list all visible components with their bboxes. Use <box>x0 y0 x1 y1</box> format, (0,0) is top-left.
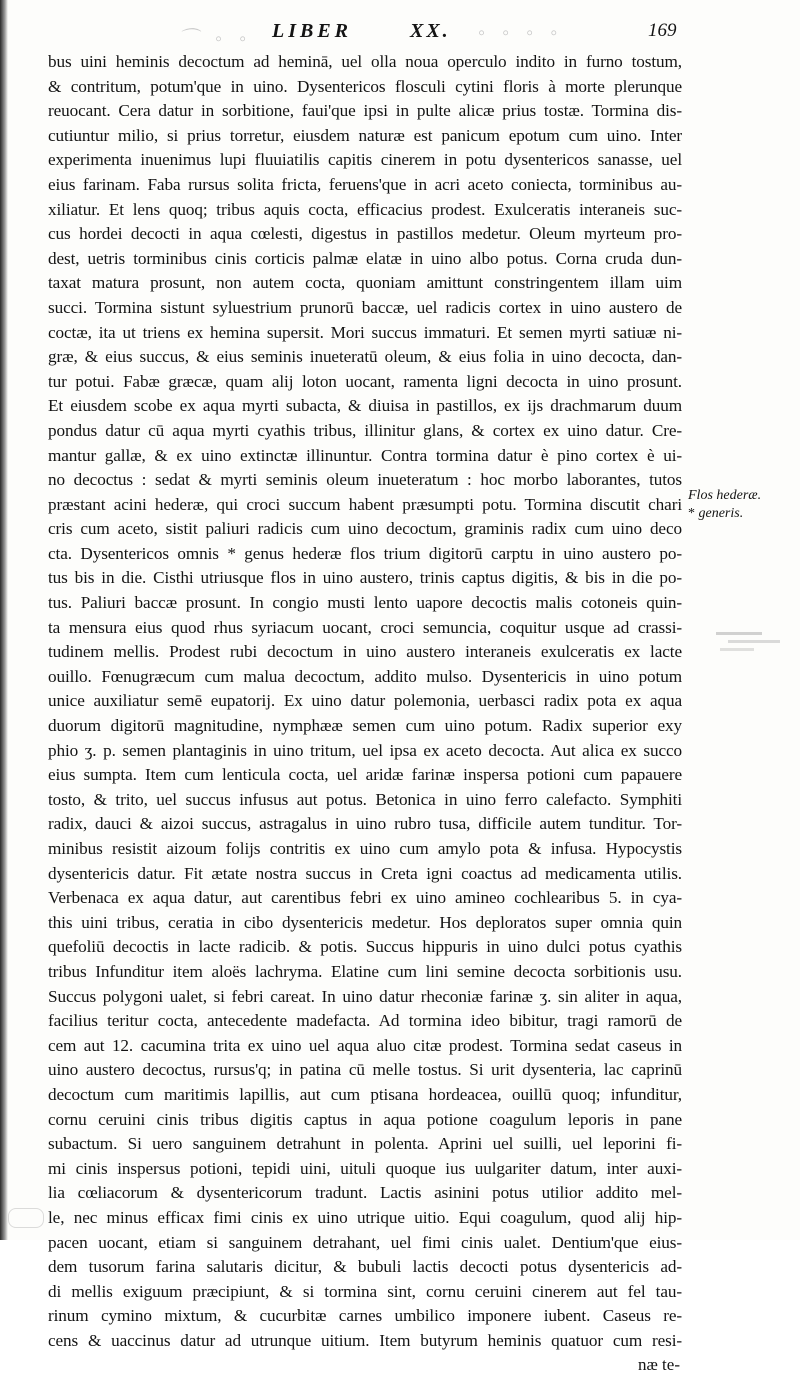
marginal-note-text: generis. <box>698 506 744 521</box>
text-line: succi. Tormina sistunt syluestrium prunorū baccæ, uel radicis cortex in uino austero de <box>48 297 682 317</box>
text-line: tribus Infunditur item aloës lachryma. Elatine cum lini semine decocta sorbitionis usu. <box>48 961 682 981</box>
text-line: reuocant. Cera datur in sorbitione, faui'que ipsi in pulte alicæ prius tostæ. Tormina dis- <box>48 101 682 121</box>
text-line: coctæ, ita ut triens ex hemina supersit. Mori succus immaturi. Et semen myrti satiuæ ni- <box>48 322 682 342</box>
text-line: duorum digitorū magnitudine, nymphææ semen cum uino potum. Radix superior exy <box>48 716 682 736</box>
text-line: eius sumpta. Item cum lenticula cocta, uel aridæ farinæ inspersa potioni cum papauere <box>48 765 682 785</box>
marginal-notes <box>688 487 796 523</box>
asterisk-mark: * <box>688 506 695 521</box>
text-line: ta mensura eius quod rhus syriacum uocant, croci semuncia, coquitur usque ad crassi- <box>48 617 682 637</box>
text-line: cens & uaccinus datur ad utrunque uitium. Item butyrum heminis quatuor cum resi- <box>48 1330 682 1350</box>
text-line: præstant acini hederæ, qui croci succum habent præsumpti potu. Tormina discutit chari <box>48 494 682 514</box>
text-line: no decoctus : sedat & myrti seminis oleum inueteratum : hoc morbo laborantes, tutos <box>48 470 682 490</box>
text-line: subactum. Si uero sanguinem detrahunt in polenta. Aprini uel suilli, uel leporini fi- <box>48 1134 682 1154</box>
library-stamp-mark <box>8 1208 44 1228</box>
text-line: pacen uocant, etiam si sanguinem detrahant, uel fimi cinis ualet. Dentium'que eius- <box>48 1232 682 1252</box>
text-line: cutiuntur milio, si prius torretur, eiusdem naturæ est panicum epotum cum uino. Inter <box>48 125 682 145</box>
text-line: uino austero decoctus, rursus'q; in patina cū melle tostus. Si urit dysenteria, lac caprinū <box>48 1060 682 1080</box>
text-line: xiliatur. Et lens quoq; tribus aquis cocta, efficacius prodest. Exulceratis interaneis suc- <box>48 199 682 219</box>
text-line: eius farinam. Faba rursus solita fricta, feruens'que in acri aceto coniecta, torminibus au- <box>48 174 682 194</box>
text-line: facilius teritur cocta, antecedente madefacta. Ad tormina ideo bibitur, tragi ramorū de <box>48 1011 682 1031</box>
text-line: mi cinis inspersus potioni, tepidi uini, uituli quoque ius uulgariter datum, inter auxi- <box>48 1158 682 1178</box>
bleed-through-text: ⌒ ◦ ◦ <box>178 28 253 50</box>
text-line: phio ʒ. p. semen plantaginis in uino tritum, uel ipsa ex aceto decocta. Aut alica ex succo <box>48 740 682 760</box>
marginal-note-generis <box>688 505 796 523</box>
text-line: cus hordei decocti in aqua cœlesti, digestus in pastillos medetur. Oleum myrteum pro- <box>48 224 682 244</box>
text-line: unice auxiliatur semē eupatorij. Ex uino datur polemonia, uerbasci radix pota ex aqua <box>48 691 682 711</box>
text-line: this uini tribus, ceratia in cibo dysentericis medetur. Hos deploratos super omnia quin <box>48 912 682 932</box>
text-line: experimenta inuenimus lupi fluuiatilis capitis cinerem in potu dysentericos sanasse, uel <box>48 150 682 170</box>
text-line: ouillo. Fœnugræcum cum malua decoctum, addito mulso. Dysentericis in uino potum <box>48 666 682 686</box>
text-line: tus. Paliuri baccæ prosunt. In congio musti lento uapore decoctis malis cotoneis quin- <box>48 593 682 613</box>
text-line: di mellis exiguum præcipiunt, & si tormina sint, cornu ceruini cinerem aut fel tau- <box>48 1281 682 1301</box>
text-line: cris cum aceto, sistit paliuri radicis cum uino decoctum, graminis radix cum uino deco <box>48 519 682 539</box>
text-line: Succus polygoni ualet, si febri careat. In uino datur rheconiæ farinæ ʒ. sin aliter in aqua, <box>48 986 682 1006</box>
text-line: radix, dauci & aizoi succus, astragalus in uino rubro tusa, difficile autem tunditur. Tor- <box>48 814 682 834</box>
text-line: dem tusorum farina salutaris dicitur, & bubuli lactis decocti potus dysentericis ad- <box>48 1257 682 1277</box>
text-line: tudinem mellis. Prodest rubi decoctum in uino austero interaneis exulceratis ex lacte <box>48 642 682 662</box>
text-line: cta. Dysentericos omnis * genus hederæ flos trium digitorū carptu in uino austero po- <box>48 543 682 563</box>
running-head <box>0 18 800 48</box>
text-line: minibus resistit aizoum folijs contritis ex uino cum amylo pota & infusa. Hypocystis <box>48 839 682 858</box>
text-line: taxat matura prosunt, non autem cocta, quoniam amittunt constringentem illam uim <box>48 273 682 293</box>
text-line: cem aut 12. cacumina trita ex uino uel aqua aluo citæ prodest. Tormina sedat caseus in <box>48 1035 682 1055</box>
text-line: tus bis in die. Cisthi utriusque flos in uino austero, trinis captus digitis, & bis in die po- <box>48 568 682 588</box>
text-line: cornu ceruini cinis tribus digitis captus in aqua potione coagulum leporis in pane <box>48 1109 682 1129</box>
text-line: rinum cymino mixtum, & cucurbitæ carnes umbilico imponere iubent. Caseus re- <box>48 1306 682 1326</box>
marginal-note-flos-hederae: Flos hederæ. <box>688 488 762 503</box>
text-line: græ, & eius succus, & eius seminis inueteratū oleum, & eius folia in uino decocta, dan- <box>48 347 682 367</box>
main-text-block <box>48 50 682 1377</box>
text-line: Verbenaca ex aqua datur, aut carentibus febri ex uino amineo cochlearibus 5. in cya- <box>48 888 682 908</box>
text-line: dest, uetris torminibus cinis corticis palmæ elatæ in uino albo potus. Corna cruda dun- <box>48 248 682 268</box>
page-gutter-shadow <box>0 0 8 1240</box>
text-line: bus uini heminis decoctum ad heminā, uel olla noua operculo indito in furno tostum, <box>48 52 682 71</box>
book-title: LIBER <box>272 20 353 42</box>
text-line: tur potui. Fabæ græcæ, quam alij loton uocant, ramenta ligni decocta in uino prosunt. <box>48 371 682 391</box>
text-line: tosto, & trito, uel succus infusus aut potus. Betonica in uino ferro calefacto. Symphiti <box>48 789 682 809</box>
book-number: XX. <box>410 20 451 42</box>
text-line: decoctum cum maritimis lapillis, aut cum ptisana hordeacea, ouillū quoq; infunditur, <box>48 1084 682 1104</box>
text-line: & contritum, potum'que in uino. Dysentericos flosculi cytini floris à morte plerunque <box>48 76 682 96</box>
text-line: le, nec minus efficax fimi cinis ex uino utrique uitio. Equi coagulum, quod alij hip- <box>48 1207 682 1227</box>
ink-smudge <box>712 628 786 656</box>
text-line: lia cœliacorum & dysentericorum tradunt. Lactis asinini potus utilior addito mel- <box>48 1183 682 1203</box>
catchword: næ te- <box>637 1355 680 1375</box>
text-line: quefoliū decoctis in lacte radicib. & potis. Succus hippuris in uino dulci potus cyathis <box>48 937 682 957</box>
text-line: pondus datur cū aqua myrti cyathis tribus, illinitur glans, & cortex ex uino datur. Cre- <box>48 420 682 440</box>
bleed-through-text: ◦ ◦ ◦ ◦ <box>478 22 564 44</box>
text-line: mantur gallæ, & ex uino extinctæ illinuntur. Contra tormina datur è pino cortex è ui- <box>48 445 682 465</box>
text-line: Et eiusdem scobe ex aqua myrti subacta, & diuisa in pastillos, ex ijs drachmarum duum <box>48 396 682 416</box>
text-line: dysentericis datur. Fit ætate nostra succus in Creta igni coactus ad medicamenta utilis. <box>48 863 682 883</box>
page-number: 169 <box>648 20 677 41</box>
